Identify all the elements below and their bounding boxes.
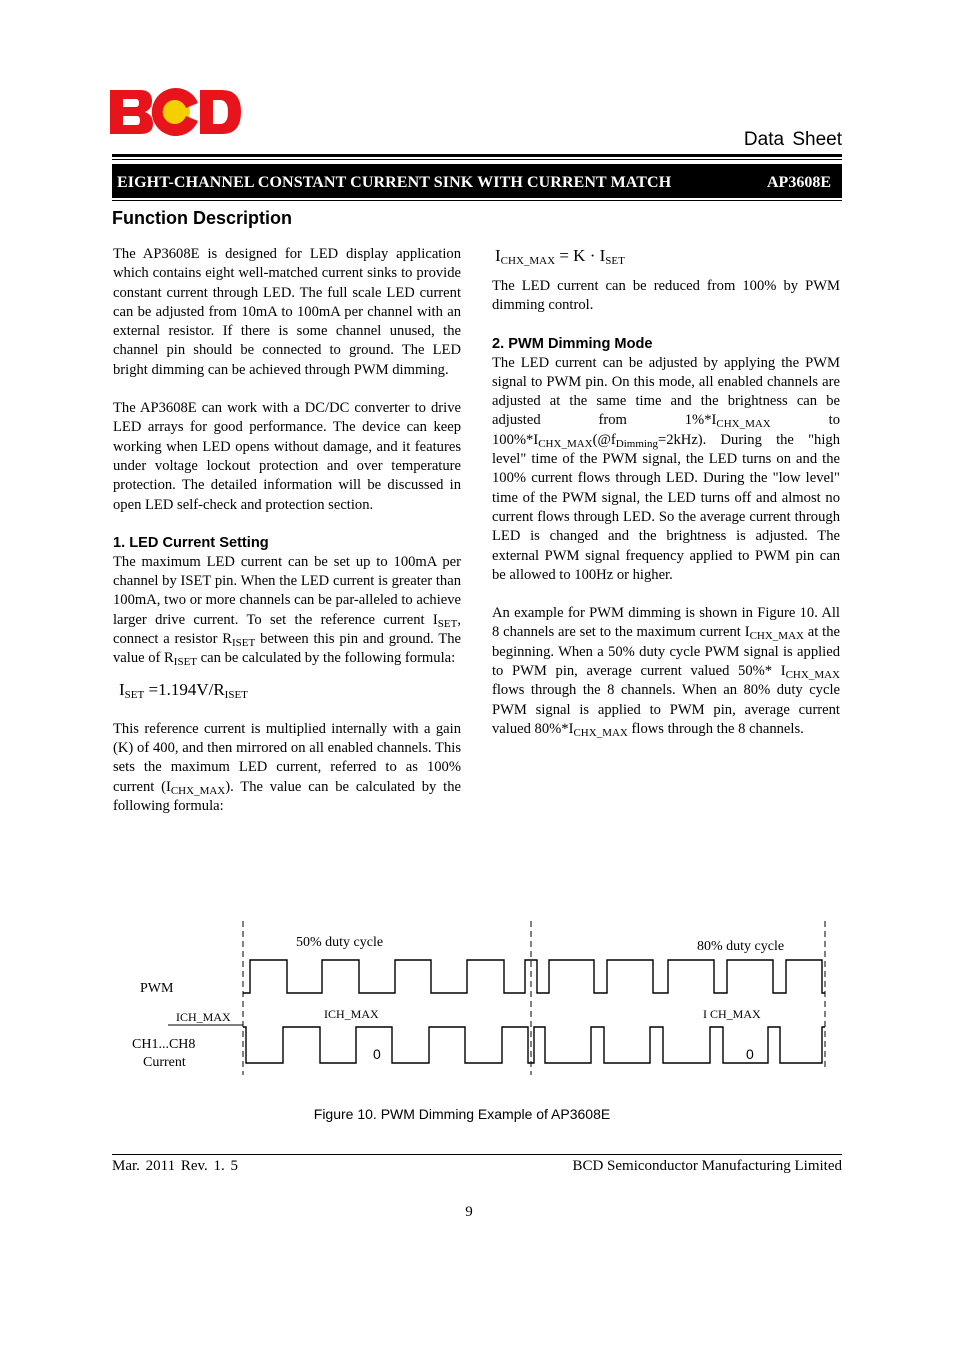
header-rule-thin — [112, 159, 842, 160]
zero-label-mid: 0 — [373, 1046, 381, 1062]
footer-company: BCD Semiconductor Manufacturing Limited — [572, 1158, 842, 1174]
ichx-formula: $I_{CHX\_MAX} = K \cdot I_{SET}$ — [495, 246, 625, 267]
pwm-dimming-heading: 2. PWM Dimming Mode — [492, 335, 653, 352]
current-label-channels: CH1...CH8 — [132, 1037, 196, 1052]
page-number: 9 — [465, 1204, 473, 1220]
ich-max-label-mid: ICH_MAX — [324, 1007, 379, 1021]
figure-caption: Figure 10. PWM Dimming Example of AP3608E — [313, 1106, 611, 1122]
left-column — [113, 245, 461, 816]
document-title: EIGHT-CHANNEL CONSTANT CURRENT SINK WITH CURRENT MATCH — [117, 174, 672, 191]
led-current-setting-heading: 1. LED Current Setting — [113, 534, 269, 551]
logo-letter-b — [110, 90, 153, 134]
gain-paragraph: This reference current is multiplied internally with a gain (K) of 400, and then mirrored on all enabled channels. This sets the maximum LED current, referred to as 100% current $(I_{CHX\_MAX})$. The value can be calculated by the following formula: — [113, 720, 461, 814]
footer-rule — [112, 1154, 842, 1155]
zero-label-right: 0 — [746, 1046, 754, 1062]
ich-max-label-right: I CH_MAX — [703, 1007, 761, 1021]
title-underline — [112, 200, 842, 201]
duty-80-label: 80% duty cycle — [697, 939, 785, 954]
logo-letter-d — [200, 90, 241, 134]
pwm-reduce-paragraph: The LED current can be reduced from 100% by PWM dimming control. — [492, 278, 840, 314]
bcd-logo — [110, 88, 242, 136]
footer-date-revision: Mar. 2011 Rev. 1. 5 — [112, 1158, 239, 1174]
pwm-example-paragraph: An example for PWM dimming is shown in Figure 10. All 8 channels are set to the maximum current $I_{CHX\_MAX}$ at the beginning. When a 50% duty cycle PWM signal is applied to PWM pin, average current valued 50%* $I_{CHX\_MAX}$ flows through the 8 channels. When an 80% duty cycle PWM signal is applied to PWM pin, average current valued $80\%*I_{CHX\_MAX}$ flows through the 8 channels. — [492, 605, 840, 739]
data-sheet-label: Data Sheet — [743, 129, 842, 150]
pwm-dimming-paragraph: The LED current can be adjusted by applying the PWM signal to PWM pin. On this mode, all enabled channels are adjusted at the same time and the brightness can be adjusted from $1\%*I_{CHX\_MAX}$ to $100\%*I_{CHX\_MAX}(@f_{Dimming}=2kHz)$. During the "high level" time of the PWM signal, the LED turns on and the 100% current flows through LED. During the "low level" time of the PWM signal, the LED turns off and almost no current flows through LED. So the average current through LED is changed and the brightness is adjusted. The external PWM signal frequency applied to PWM pin can be allowed to 100Hz or higher. — [492, 354, 840, 583]
pwm-waveform — [243, 960, 825, 993]
pwm-timing-diagram — [110, 915, 840, 1085]
converter-paragraph: The AP3608E can work with a DC/DC converter to drive LED arrays for good performance. The device can keep working when LED opens without damage, and it features under voltage lockout protection and over temperature protection. The detailed information will be discussed in open LED self-check and protection section. — [113, 400, 461, 513]
channel-current-waveform — [243, 1027, 825, 1063]
current-label-current: Current — [143, 1055, 186, 1070]
header-rule-thick — [112, 154, 842, 157]
iset-formula: $I_{SET} =1.194V/R_{ISET}$ — [119, 679, 248, 701]
pwm-signal-label: PWM — [140, 981, 174, 996]
title-bar — [112, 164, 842, 198]
duty-50-label: 50% duty cycle — [296, 935, 384, 950]
current-setting-paragraph: The maximum LED current can be set up to 100mA per channel by ISET pin. When the LED current is greater than 100mA, two or more channels can be par-alleled to achieve larger drive current. To set the reference current $I_{SET}$, connect a resistor $R_{ISET}$ between this pin and ground. The value of $R_{ISET}$ can be calculated by the following formula: — [113, 553, 462, 669]
intro-paragraph: The AP3608E is designed for LED display application which contains eight well-matched current sinks to provide constant current through LED. The full scale LED current can be adjusted from 10mA to 100mA per channel with an external resistor. If there is some channel unused, the channel pin should be connected to ground. The LED bright dimming can be achieved through PWM dimming. — [113, 246, 461, 378]
section-title: Function Description — [112, 208, 292, 228]
part-number: AP3608E — [767, 174, 831, 191]
ich-max-label-left: ICH_MAX — [176, 1010, 231, 1024]
right-column — [492, 245, 840, 739]
